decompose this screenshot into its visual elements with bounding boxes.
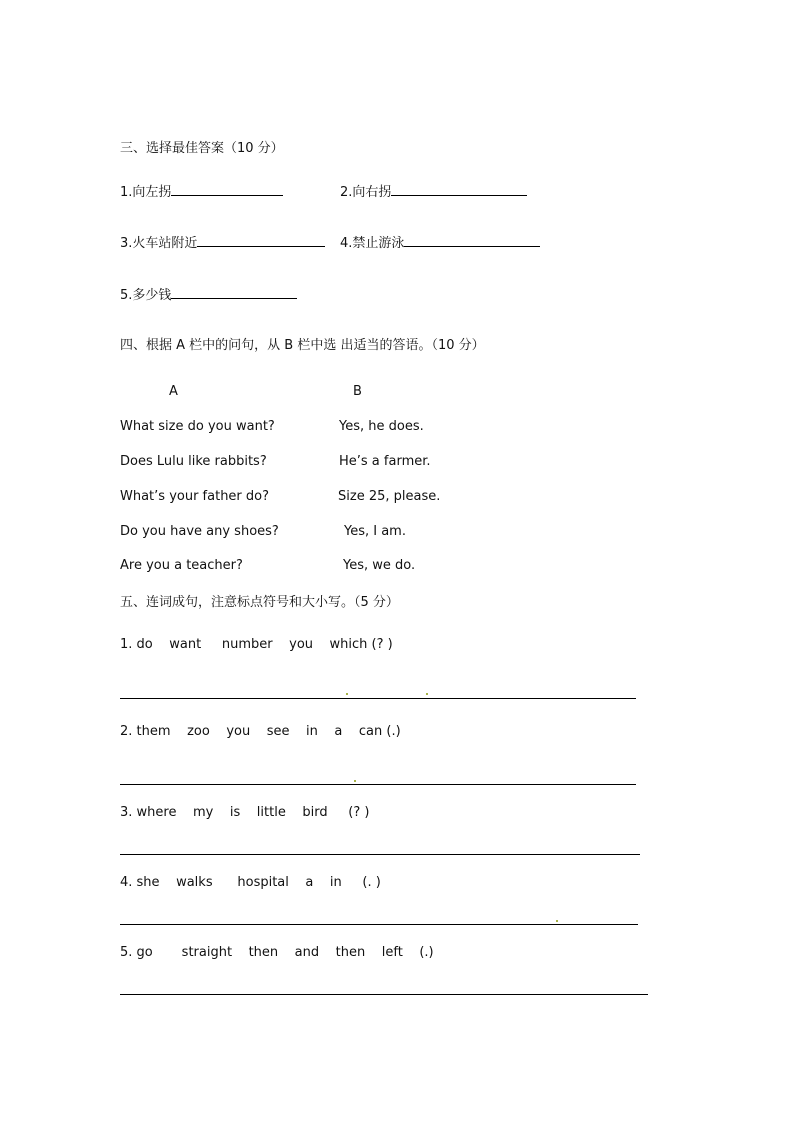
speck [346, 693, 348, 695]
answer-blank-3[interactable] [197, 234, 325, 247]
column-b-item-3: Size 25, please. [338, 489, 441, 504]
section5-prompt-2: 2. them zoo you see in a can (.) [120, 724, 401, 739]
section3-heading: 三、选择最佳答案（10 分） [120, 141, 284, 156]
answer-blank-2[interactable] [391, 183, 527, 196]
column-b-item-5: Yes, we do. [343, 558, 416, 573]
section5-heading: 五、连词成句，注意标点符号和大小写。（5 分） [120, 595, 399, 610]
answer-blank-1[interactable] [171, 183, 283, 196]
section5-prompt-3: 3. where my is little bird (? ) [120, 805, 370, 820]
section3-item-2-label: 2.向右拐 [340, 185, 392, 200]
answer-blank-4[interactable] [404, 234, 540, 247]
section3-item-1 [120, 183, 283, 201]
answer-line-1[interactable] [120, 698, 636, 699]
column-a-item-1: What size do you want? [120, 419, 275, 434]
column-a-item-2: Does Lulu like rabbits? [120, 454, 267, 469]
section3-item-1-label: 1.向左拐 [120, 185, 172, 200]
speck [426, 693, 428, 695]
section5-prompt-1: 1. do want number you which (? ) [120, 637, 393, 652]
section3-item-5-label: 5.多少钱 [120, 288, 172, 303]
section4-heading: 四、根据 A 栏中的问句，从 B 栏中选 出适当的答语。（10 分） [120, 338, 485, 353]
column-b-item-2: He’s a farmer. [339, 454, 431, 469]
column-a-header: A [169, 384, 178, 399]
section3-item-3 [120, 234, 325, 252]
section5-prompt-5: 5. go straight then and then left (.) [120, 945, 434, 960]
column-a-item-4: Do you have any shoes? [120, 524, 279, 539]
answer-blank-5[interactable] [171, 286, 297, 299]
answer-line-4[interactable] [120, 924, 638, 925]
answer-line-5[interactable] [120, 994, 648, 995]
column-a-item-5: Are you a teacher? [120, 558, 243, 573]
answer-line-3[interactable] [120, 854, 640, 855]
column-b-item-1: Yes, he does. [339, 419, 424, 434]
column-b-header: B [353, 384, 362, 399]
section3-item-5 [120, 286, 297, 304]
section5-prompt-4: 4. she walks hospital a in (. ) [120, 875, 381, 890]
section3-item-4 [340, 234, 540, 252]
answer-line-2[interactable] [120, 784, 636, 785]
section3-item-4-label: 4.禁止游泳 [340, 236, 405, 251]
section3-item-3-label: 3.火车站附近 [120, 236, 198, 251]
column-b-item-4: Yes, I am. [344, 524, 406, 539]
section3-item-2 [340, 183, 527, 201]
speck [556, 920, 558, 922]
column-a-item-3: What’s your father do? [120, 489, 270, 504]
speck [354, 780, 356, 782]
